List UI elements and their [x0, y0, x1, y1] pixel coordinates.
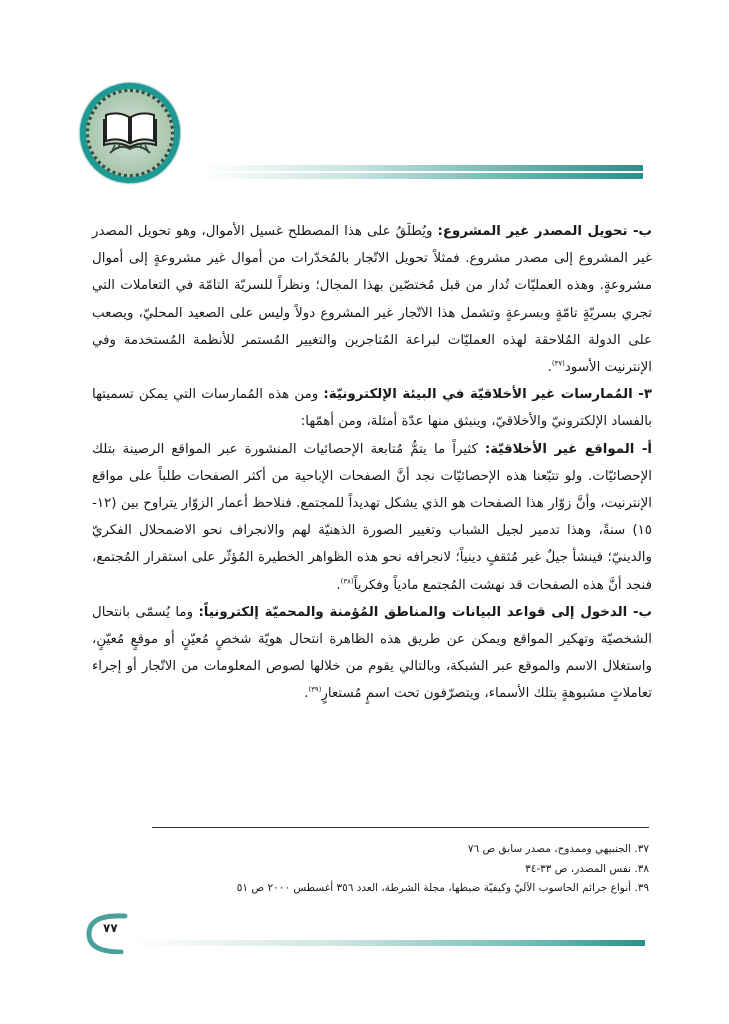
article-body	[92, 218, 652, 708]
paragraph-text: ويُطلَقُ على هذا المصطلح غسيل الأموال، وهو تحويل المصدر غير المشروع إلى مصدر مشروع. فمثلاً تحويل الاتّجار بالمُخدّرات من أموال غير مشروعةٍ إلى أموال مشروعةٍ. وهذه العمليّات تُدار من قبل مُختصّين بهذا المجال؛ ونظراً للسريّة التامّة في التعاملات التي تجري بسريّةٍ تامّةٍ وبسرعةٍ وتشمل هذا الاتّجار غير المشروع دولاً وليس على الصعيد المحليّ، ويصعب على الدولة المُلاحقة لهذه العمليّات لبراعة المُتاجرين والتغيير المُستمر للأنظمة المُستخدمة وفي الإنترنيت الأسود	[92, 224, 652, 376]
footer-rule	[128, 940, 645, 946]
subheading: ب- تحويل المصدر غير المشروع:	[437, 224, 652, 239]
subheading: أ- المواقع غير الأخلاقيّة:	[484, 441, 652, 457]
paragraph-unethical-practices	[92, 381, 652, 435]
journal-logo	[80, 83, 180, 183]
footnote-ref[interactable]: (٣٩)	[308, 685, 322, 694]
footnote-ref[interactable]: (٣٧)	[551, 359, 565, 368]
paragraph-text: وما يُسمّى بانتحال الشخصيّة وتهكير المواقع ويمكن عن طريق هذه الظاهرة انتحال هويّة شخصٍ مُعيّنٍ أو موقعٍ مُعيّنٍ، واستغلال الاسم والموقع عبر الشبكة، وبالتالي يقوم من خلالها لصوص المعلومات من الاتّجار أو إجراء تعاملاتٍ مشبوهةٍ بتلك الأسماء، ويتصرّفون تحت اسمٍ مُستعارٍ	[92, 604, 652, 702]
header-rule-bottom	[200, 173, 643, 179]
header-rule-top	[200, 165, 643, 171]
paragraph-text: ومن هذه المُمارسات التي يمكن تسميتها بالفساد الإلكترونيّ والأخلاقيّ، وينبثق منها عدّة أمثلة، ومن أهمّها:	[92, 387, 652, 430]
footnote-38: ٣٨. نفس المصدر، ص ٣٣-٣٤	[525, 862, 649, 875]
paragraph-unethical-sites	[92, 436, 652, 599]
footnotes	[152, 840, 649, 899]
period: .	[336, 577, 341, 593]
paragraph-money-laundering	[92, 218, 652, 381]
paragraph-database-access	[92, 599, 652, 708]
open-book-icon	[102, 107, 158, 159]
subheading: ب- الدخول إلى قواعد البيانات والمناطق المُؤمنة والمحميّة إلكترونياً:	[198, 604, 653, 620]
footnote-37: ٣٧. الجنبيهي وممدوح، مصدر سابق ص ٧٦	[467, 843, 649, 855]
footnote-separator	[152, 827, 649, 828]
page-number: ٧٧	[103, 921, 118, 935]
period: .	[547, 360, 552, 376]
period: .	[304, 686, 309, 702]
footnote-ref[interactable]: (٣٨)	[340, 577, 354, 586]
paragraph-text: كثيراً ما يتمُّ مُتابعة الإحصائيات المنشورة عبر المواقع الرصينة بتلك الإحصائيّات. ولو تتبّعنا هذه الإحصائيّات نجد أنَّ الصفحات الإباحية من أكثر الصفحات طلباً على مواقع الإنترنيت، وأنَّ زوّار هذا الصفحات هو الذي يشكل تهديداً للمجتمع. فنلاحظ أعمار الزوّار يتراوح بين (١٢- ١٥) سنةً، وهذا تدمير لجيل الشباب وتغيير الصورة الذهنيّة لهم والانجراف نحو الاضمحلال الفكريّ والدينيّ؛ فينشأ جيلٌ غير مُثقفٍ دينياً؛ لانجرافه نحو هذه الظواهر الخطيرة المُؤثّر على استقرار المُجتمع، فنجد أنَّ هذه الصفحات قد نهشت المُجتمع مادياً وفكرياً	[92, 441, 652, 593]
footnote-39: ٣٩. أنواع جرائم الحاسوب الآليّ وكيفيّة ضبطها، مجلة الشرطة، العدد ٣٥٦ أغسطس ٢٠٠٠ ص ٥١	[236, 882, 649, 894]
subheading: ٣- المُمارسات غير الأخلاقيّة في البيئة الإلكترونيّة:	[323, 387, 652, 403]
